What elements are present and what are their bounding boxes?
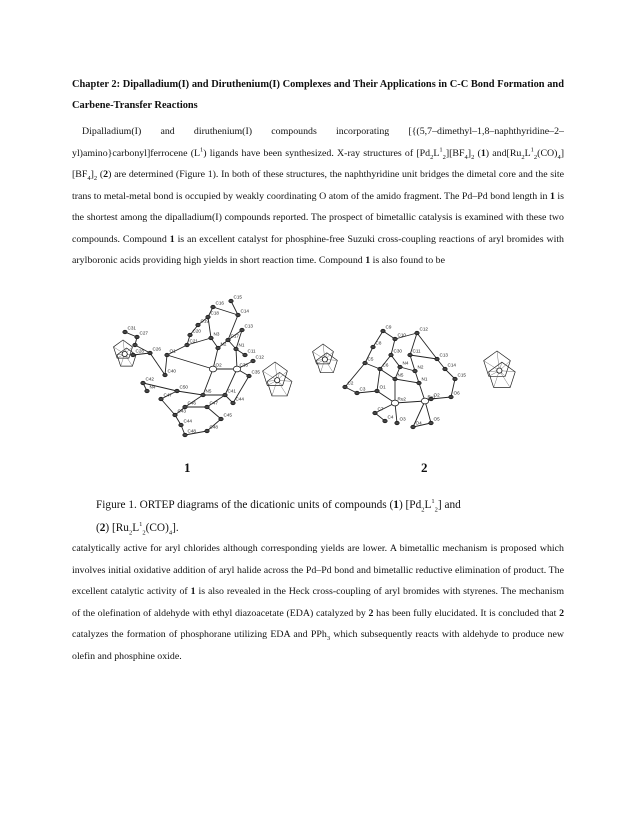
atom-label: C44	[235, 396, 244, 402]
atom-label: C21	[189, 338, 198, 344]
atom-ellipsoid	[375, 389, 379, 393]
subscript: 2	[471, 153, 475, 161]
bond	[177, 391, 203, 395]
atom-ellipsoid	[231, 401, 235, 405]
atom-ellipsoid	[389, 353, 393, 357]
bond	[410, 355, 437, 359]
atom-ellipsoid	[159, 397, 163, 401]
atom-ellipsoid	[343, 385, 347, 389]
abstract-paragraph-2	[72, 538, 564, 667]
atom-label: C31	[127, 325, 136, 331]
text-run: L	[424, 499, 432, 511]
atom-label: C47	[209, 400, 218, 406]
text-run: ) and[Ru	[485, 147, 522, 159]
compound-number: 2	[368, 607, 374, 619]
atom-label: C12	[255, 354, 264, 360]
atom-label: C11	[412, 348, 421, 354]
atom-label: O4	[415, 420, 422, 426]
subscript: 2	[521, 153, 525, 161]
atom-label: N2	[417, 364, 424, 370]
atom-ellipsoid	[205, 405, 209, 409]
atom-ellipsoid	[371, 345, 375, 349]
atom-ellipsoid	[247, 374, 251, 378]
text-run: (CO)	[145, 522, 169, 534]
atom-ellipsoid	[185, 343, 189, 347]
subscript: 2	[430, 153, 434, 161]
text-run: (	[474, 147, 481, 159]
superscript: 1	[530, 146, 534, 154]
atom-ellipsoid	[173, 413, 177, 417]
atom-ellipsoid	[236, 313, 240, 317]
atom-label: N1	[238, 342, 245, 348]
superscript: 1	[200, 146, 204, 154]
figure-label-2: 2	[421, 460, 428, 475]
atom-label: N4	[402, 360, 409, 366]
atom-ellipsoid	[411, 425, 415, 429]
subscript: 2	[442, 153, 446, 161]
subscript: 4	[168, 529, 173, 537]
text-run: ) ligands have been synthesized. X-ray structures of [Pd	[203, 147, 431, 159]
ortep-figure	[95, 295, 545, 445]
atom-label: N5	[397, 372, 404, 378]
text-run: has been fully elucidated. It is concluded that	[373, 607, 560, 619]
text-run: is also found to be	[370, 255, 446, 266]
atom-ellipsoid	[175, 389, 179, 393]
atom-ellipsoid	[148, 351, 152, 355]
atom-ellipsoid	[133, 343, 137, 347]
atom-ellipsoid	[234, 347, 238, 351]
atom-label: C13	[439, 352, 448, 358]
bond	[150, 353, 165, 375]
atom-label: C33	[239, 362, 248, 368]
atom-ellipsoid	[145, 389, 149, 393]
atom-label: O1	[379, 384, 386, 390]
atom-ellipsoid	[201, 393, 205, 397]
text-run: catalytically active for aryl chlorides although corresponding yields are lower. A bimetallic mechanism is proposed which involves initial oxidative addition of aryl halide across the Pd–Pd bond and bimetallic reductive elimination of product. The excellent catalytic activity of	[72, 543, 564, 597]
atom-ellipsoid	[205, 429, 209, 433]
caption-line-2	[96, 517, 546, 540]
atom-ellipsoid	[443, 367, 447, 371]
atom-ellipsoid	[135, 335, 139, 339]
atom-label: C13	[244, 323, 253, 329]
atom-label: N1	[421, 376, 428, 382]
ortep-diagrams	[95, 295, 545, 445]
bond	[417, 333, 437, 359]
atom-ellipsoid	[251, 359, 255, 363]
atom-label: C14	[240, 308, 249, 314]
atom-ellipsoid	[196, 323, 200, 327]
bond	[395, 379, 419, 383]
compound-number: 2	[103, 169, 109, 180]
subscript: 4	[87, 174, 91, 182]
atom-ellipsoid	[453, 377, 457, 381]
atom-label: O2	[215, 362, 222, 368]
superscript: 1	[139, 521, 143, 529]
subscript: 3	[326, 634, 331, 642]
atom-label: C20	[192, 328, 201, 334]
atom-label: N2	[220, 341, 227, 347]
text-run: is an excellent catalyst for phosphine-free Suzuki cross-coupling reactions of aryl bromides with arylboronic acids providing high yields in short reaction time. Compound	[72, 233, 564, 266]
atom-ellipsoid	[163, 373, 167, 377]
atom-ellipsoid	[449, 395, 453, 399]
figure-label-1: 1	[184, 460, 191, 475]
atom-ellipsoid	[183, 433, 187, 437]
atom-ellipsoid	[417, 381, 421, 385]
figure-caption	[96, 494, 546, 540]
atom-ellipsoid	[131, 353, 135, 357]
text-run: ]	[90, 169, 94, 180]
subscript: 4	[557, 153, 561, 161]
subscript: 2	[421, 506, 425, 514]
atom-label: C15	[233, 295, 242, 300]
atom-ellipsoid	[363, 361, 367, 365]
atom-label: C3	[359, 386, 366, 392]
atom-ellipsoid	[429, 421, 433, 425]
ortep-structure-1	[113, 295, 291, 437]
atom-ellipsoid	[378, 367, 382, 371]
text-run: L	[132, 522, 140, 534]
atom-ellipsoid	[398, 365, 402, 369]
subscript: 2	[128, 529, 133, 537]
text-run: ]	[467, 147, 472, 159]
atom-label: N4	[149, 384, 156, 390]
atom-label: C8	[375, 340, 382, 346]
atom-ellipsoid	[219, 417, 223, 421]
atom-label: C19	[200, 318, 209, 324]
atom-label: C5	[367, 356, 374, 362]
fe-bond	[499, 371, 510, 388]
atom-label: C4	[387, 414, 394, 420]
text-run: is the shortest among the dipalladium(I) compounds reported. The prospect of bimetallic catalysis is examined with these two compounds. Compound	[72, 190, 565, 245]
atom-label: O1	[169, 348, 176, 354]
superscript: 1	[431, 498, 435, 506]
subscript: 4	[464, 153, 468, 161]
compound-number: 1	[190, 586, 196, 597]
text-run: Dipalladium(I) and diruthenium(I) compounds incorporating [{(5,7–dimethyl–1,8–naphthyridine–2–yl)amino}carbonyl]ferrocene (L	[72, 126, 564, 159]
atom-label: C42	[145, 376, 154, 382]
atom-label: C27	[139, 330, 148, 336]
atom-label: O3	[399, 416, 406, 422]
atom-ellipsoid	[393, 377, 397, 381]
atom-label: O5	[433, 416, 440, 422]
atom-ellipsoid	[226, 338, 230, 342]
compound-number: 1	[480, 147, 486, 159]
fe-atom	[275, 378, 280, 383]
bond	[425, 401, 431, 423]
text-run: catalyzes the formation of phosphorane utilizing EDA and PPh	[72, 629, 327, 640]
atom-label: C6	[382, 362, 389, 368]
atom-label: C35	[251, 369, 260, 375]
text-run: L	[524, 147, 531, 159]
atom-label: C17	[230, 333, 239, 339]
atom-label: C45	[223, 412, 232, 418]
atom-ellipsoid	[355, 391, 359, 395]
text-run: ].	[172, 522, 179, 534]
text-run: (	[96, 522, 100, 534]
atom-ellipsoid	[413, 369, 417, 373]
atom-ellipsoid	[240, 328, 244, 332]
atom-label: C28	[135, 348, 144, 354]
text-run: (	[97, 169, 104, 180]
text-run: ) are determined (Figure 1). In both of these structures, the naphthyridine unit bridges the dimetal core and the site trans to metal-metal bond is occupied by weakly coordinating O atom of the amido fragment. The Pd–Pd bond length in	[72, 169, 564, 202]
fe-atom	[497, 368, 502, 373]
atom-label: N3	[213, 331, 220, 337]
atom-ellipsoid	[229, 299, 233, 303]
atom-ellipsoid	[216, 346, 220, 350]
compound-number: 1	[393, 499, 399, 511]
atom-label: N5	[205, 388, 212, 394]
abstract-paragraph-1	[72, 121, 564, 272]
atom-label: C41	[227, 388, 236, 394]
atom-ellipsoid	[165, 353, 169, 357]
atom-ellipsoid	[415, 331, 419, 335]
atom-label: C11	[247, 348, 256, 354]
bond	[410, 355, 415, 371]
compound-number: 1	[169, 233, 175, 245]
atom-ellipsoid	[381, 329, 385, 333]
atom-label: C50	[179, 384, 188, 390]
atom-label: C9	[385, 324, 392, 330]
atom-label: C47	[163, 392, 172, 398]
text-run: ) [Ru	[105, 522, 129, 534]
text-run: ][BF	[445, 147, 465, 159]
atom-label: C7	[377, 406, 384, 412]
atom-label: C48	[187, 428, 196, 434]
atom-label: C48	[209, 424, 218, 430]
atom-label: C2	[347, 380, 354, 386]
bond	[161, 399, 175, 415]
subscript: 2	[93, 174, 98, 182]
atom-label: C46	[187, 400, 196, 406]
bond	[207, 407, 221, 419]
atom-label: C16	[215, 300, 224, 306]
atom-ellipsoid	[209, 336, 213, 340]
atom-ellipsoid	[179, 423, 183, 427]
atom-label: O6	[453, 390, 460, 396]
atom-ellipsoid	[188, 333, 192, 337]
atom-ellipsoid	[141, 381, 145, 385]
atom-ellipsoid	[408, 353, 412, 357]
atom-ellipsoid	[393, 337, 397, 341]
ortep-structure-2	[313, 325, 516, 429]
atom-label: Ru2	[397, 396, 406, 402]
atom-label: C44	[183, 418, 192, 424]
compound-number: 2	[559, 607, 564, 619]
atom-label: C43	[177, 408, 186, 414]
atom-ellipsoid	[373, 411, 377, 415]
chapter-heading: Chapter 2: Dipalladium(I) and Diruthenium(I) Complexes and Their Applications in C-C Bond Formation and Carbene-Transfer Reactions	[72, 79, 564, 111]
cyclopentadienyl-ring	[484, 351, 511, 376]
atom-ellipsoid	[435, 357, 439, 361]
subscript: 2	[533, 153, 538, 161]
compound-number: 2	[99, 522, 106, 534]
atom-ellipsoid	[123, 330, 127, 334]
atom-label: C14	[447, 362, 456, 368]
subscript: 2	[142, 529, 146, 537]
compound-number: 1	[549, 190, 555, 202]
subscript: 2	[434, 506, 438, 514]
atom-ellipsoid	[211, 305, 215, 309]
text-run: ][BF	[72, 147, 564, 180]
atom-label: C15	[457, 372, 466, 378]
text-run: which subsequently reacts with aldehyde to produce new olefin and phosphine oxide.	[72, 629, 565, 662]
atom-ellipsoid	[383, 419, 387, 423]
fe-atom	[322, 357, 327, 362]
atom-label: C30	[393, 348, 402, 354]
atom-ellipsoid	[243, 353, 247, 357]
text-run: ) [Pd	[398, 499, 422, 511]
atom-label: Ru1	[427, 394, 436, 400]
text-run: Figure 1. ORTEP diagrams of the dicationic units of compounds (	[96, 499, 394, 511]
atom-label: C10	[397, 332, 406, 338]
compound-number: 1	[365, 255, 371, 266]
text-run: ] and	[437, 499, 461, 511]
atom-label: C12	[419, 326, 428, 332]
text-run: (CO)	[537, 147, 558, 159]
atom-label: C18	[210, 310, 219, 316]
text-run: is also revealed in the Heck cross-coupling of aryl bromides with styrenes. The mechanism of the olefination of aldehyde with ethyl diazoacetate (EDA) catalyzed by	[72, 586, 564, 619]
atom-label: C40	[167, 368, 176, 374]
superscript: 1	[439, 146, 443, 154]
bond	[167, 355, 213, 369]
bond	[380, 369, 395, 379]
text-run: L	[433, 147, 440, 159]
atom-label: O2	[433, 392, 440, 398]
atom-label: C26	[152, 346, 161, 352]
fe-atom	[122, 351, 127, 356]
atom-ellipsoid	[223, 393, 227, 397]
atom-ellipsoid	[395, 421, 399, 425]
